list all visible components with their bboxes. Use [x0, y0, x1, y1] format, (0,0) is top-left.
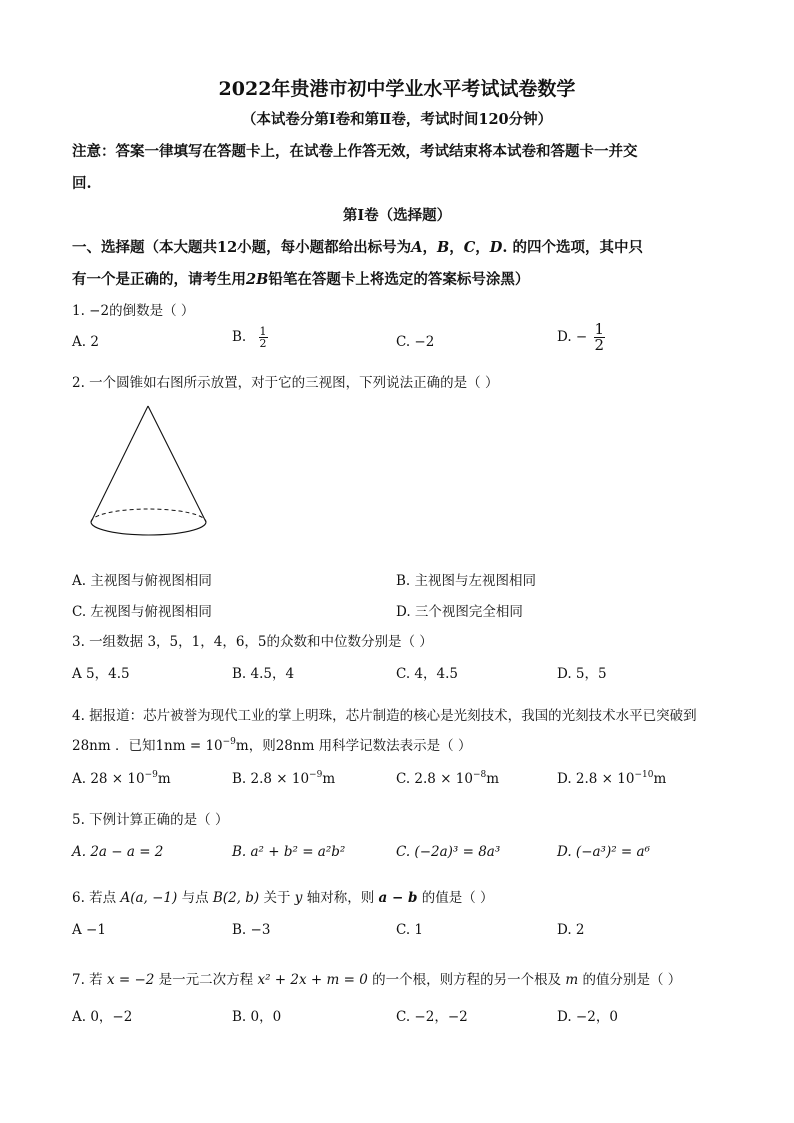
option-letter-d: D	[489, 239, 503, 256]
option-unit: m	[486, 771, 500, 787]
pencil-grade: 2B	[246, 271, 269, 288]
fraction-denominator: 2	[594, 336, 605, 354]
option-letter-c: C	[463, 239, 476, 256]
question-7-option-d: D. −2，0	[557, 1009, 618, 1025]
section-heading-line-1	[72, 236, 643, 257]
stem-text: 与点	[177, 890, 213, 906]
question-4-option-a	[72, 770, 171, 787]
option-label: D. −	[557, 329, 588, 345]
exponent: −9	[144, 770, 158, 780]
question-2-option-a: A. 主视图与俯视图相同	[72, 573, 212, 589]
fraction-numerator: 1	[259, 325, 267, 338]
question-2-option-c: C. 左视图与俯视图相同	[72, 604, 212, 620]
question-6-option-d: D. 2	[557, 922, 585, 938]
fraction	[594, 322, 606, 353]
question-3-option-c: C. 4，4.5	[396, 666, 458, 682]
question-6-option-c: C. 1	[396, 922, 424, 938]
notice-line-1: 注意：答案一律填写在答题卡上，在试卷上作答无效，考试结束将本试卷和答题卡一并交	[72, 143, 638, 160]
part-title: 第Ⅰ卷（选择题）	[342, 207, 452, 224]
question-3-option-b: B. 4.5，4	[232, 666, 295, 682]
stem-text: 的值分别是（ ）	[578, 972, 682, 988]
question-4-stem-line-2	[72, 734, 471, 754]
question-1-option-b	[232, 326, 268, 349]
option-unit: m	[322, 771, 336, 787]
fraction	[259, 326, 268, 349]
question-2-stem: 2. 一个圆锥如右图所示放置，对于它的三视图，下列说法正确的是（ ）	[72, 375, 499, 391]
section-heading-line-2	[72, 268, 529, 289]
section-text: . 的四个选项，其中只	[502, 239, 643, 256]
stem-text: 7. 若	[72, 972, 107, 988]
cone-right-edge	[148, 406, 206, 522]
expression: a − b	[378, 890, 418, 906]
question-4-option-d	[557, 770, 666, 787]
section-text: 铅笔在答题卡上将选定的答案标号涂黑）	[268, 271, 530, 288]
stem-text: 关于	[259, 890, 295, 906]
notice-line-2: 回.	[72, 175, 92, 192]
question-7-option-b: B. 0，0	[232, 1009, 282, 1025]
cone-base-front	[91, 522, 206, 535]
question-6-option-b: B. −3	[232, 922, 271, 938]
section-text: 一、选择题（本大题共12小题，每小题都给出标号为	[72, 239, 412, 256]
exponent: −9	[222, 737, 236, 747]
stem-text: m，则28nm 用科学记数法表示是（ ）	[235, 738, 472, 754]
question-4-option-b	[232, 770, 335, 787]
section-text: 有一个是正确的，请考生用	[72, 271, 246, 288]
variable-m: m	[565, 972, 579, 988]
cone-left-edge	[91, 406, 148, 522]
cone-figure	[86, 400, 226, 545]
option-text: A. 28 × 10	[72, 771, 145, 787]
exponent: −9	[309, 770, 323, 780]
stem-text: 6. 若点	[72, 890, 121, 906]
point-a: A(a, −1)	[120, 890, 178, 906]
question-5-option-c: C. (−2a)³ = 8a³	[396, 844, 501, 860]
question-1-option-c: C. −2	[396, 334, 435, 350]
question-5-option-d: D. (−a³)² = a⁶	[557, 844, 650, 860]
question-6-option-a: A −1	[72, 922, 106, 938]
exponent: −8	[472, 770, 487, 780]
question-4-stem-line-1: 4. 据报道：芯片被誉为现代工业的掌上明珠，芯片制造的核心是光刻技术，我国的光刻技术水平已突破到	[72, 708, 697, 724]
question-5-option-a: A. 2a − a = 2	[72, 844, 164, 860]
option-label: B.	[232, 329, 247, 345]
stem-text: 的值是（ ）	[417, 890, 494, 906]
question-3-option-a: A 5，4.5	[72, 666, 130, 682]
question-6-stem	[72, 886, 494, 906]
option-text: C. 2.8 × 10	[396, 771, 473, 787]
question-2-option-b: B. 主视图与左视图相同	[396, 573, 537, 589]
question-1-option-a: A. 2	[72, 334, 99, 350]
fraction-denominator: 2	[259, 337, 267, 350]
exam-subtitle: （本试卷分第Ⅰ卷和第Ⅱ卷，考试时间120分钟）	[241, 111, 553, 128]
stem-text: 轴对称，则	[302, 890, 379, 906]
option-unit: m	[157, 771, 171, 787]
question-3-stem: 3. 一组数据 3，5，1，4，6，5的众数和中位数分别是（ ）	[72, 634, 433, 650]
question-1-option-d	[557, 322, 605, 353]
question-7-stem	[72, 968, 681, 988]
fraction-numerator: 1	[594, 320, 605, 338]
option-text: D. 2.8 × 10	[557, 771, 635, 787]
question-3-option-d: D. 5，5	[557, 666, 607, 682]
option-unit: m	[653, 771, 667, 787]
section-comma: ，	[449, 239, 464, 256]
stem-text: 是一元二次方程	[154, 972, 258, 988]
section-comma: ，	[475, 239, 490, 256]
question-2-option-d: D. 三个视图完全相同	[396, 604, 523, 620]
section-comma: ，	[422, 239, 437, 256]
question-5-option-b: B. a² + b² = a²b²	[232, 844, 346, 860]
stem-text: 的一个根，则方程的另一个根及	[367, 972, 566, 988]
exponent: −10	[634, 770, 654, 780]
question-7-option-c: C. −2，−2	[396, 1009, 468, 1025]
root-value: x = −2	[106, 972, 155, 988]
question-5-stem: 5. 下例计算正确的是（ ）	[72, 812, 229, 828]
option-letter-a: A	[411, 239, 423, 256]
page-title: 2022年贵港市初中学业水平考试试卷数学	[218, 78, 576, 100]
cone-base-back	[91, 509, 206, 522]
option-text: B. 2.8 × 10	[232, 771, 310, 787]
equation: x² + 2x + m = 0	[257, 972, 368, 988]
point-b: B(2, b)	[212, 890, 260, 906]
stem-text: 28nm ．已知1nm = 10	[72, 738, 223, 754]
axis-variable: y	[294, 890, 303, 906]
option-letter-b: B	[436, 239, 450, 256]
question-4-option-c	[396, 770, 499, 787]
question-1-stem: 1. −2的倒数是（ ）	[72, 303, 195, 319]
question-7-option-a: A. 0，−2	[72, 1009, 133, 1025]
